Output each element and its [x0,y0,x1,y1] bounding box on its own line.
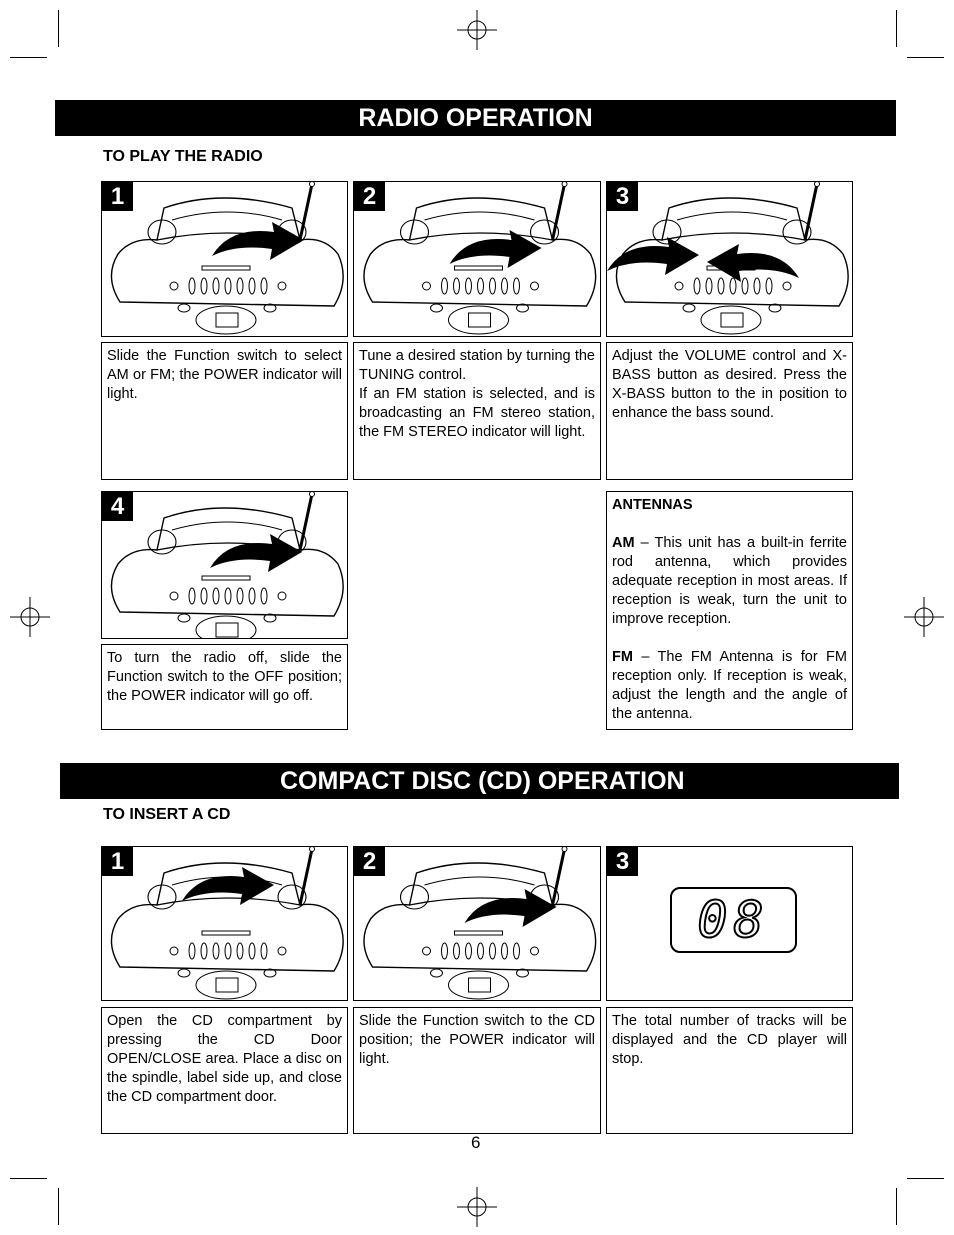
antennas-heading: ANTENNAS [612,497,693,513]
step-number: 4 [102,492,133,521]
registration-mark-left [10,597,50,637]
crop-mark [58,1188,59,1225]
boombox-illustration [354,847,601,1001]
crop-mark [907,57,944,58]
crop-mark [907,1178,944,1179]
boombox-illustration [102,492,348,639]
registration-mark-top [457,10,497,50]
crop-mark [10,57,47,58]
crop-mark [896,10,897,47]
cd-step-3-illustration [606,846,853,1001]
step-number: 2 [354,182,385,211]
cd-step-1-text: Open the CD compartment by pressing the CD Door OPEN/CLOSE area. Place a disc on the spindle, label side up, and close the CD compartment door. [101,1007,348,1134]
boombox-illustration [354,182,601,337]
step-number: 1 [102,182,133,211]
page-number: 6 [471,1133,481,1152]
crop-mark [58,10,59,47]
to-insert-cd-heading: TO INSERT A CD [103,806,231,823]
registration-mark-right [904,597,944,637]
boombox-illustration [102,182,348,337]
radio-operation-banner: RADIO OPERATION [55,100,896,136]
cd-operation-banner: COMPACT DISC (CD) OPERATION [60,763,899,799]
step-number: 1 [102,847,133,876]
track-count-readout: 08 [697,891,770,949]
radio-step-4-text: To turn the radio off, slide the Function switch to the OFF position; the POWER indicator will go off. [101,644,348,730]
radio-step-1-illustration [101,181,348,337]
crop-mark [896,1188,897,1225]
step-number: 3 [607,182,638,211]
radio-step-4-illustration [101,491,348,639]
to-play-radio-heading: TO PLAY THE RADIO [103,148,263,165]
track-count-display [670,887,797,953]
boombox-illustration [607,182,853,337]
radio-step-3-text: Adjust the VOLUME control and X-BASS button as desired. Press the X-BASS button to the in position to enhance the bass sound. [606,342,853,480]
registration-mark-bottom [457,1187,497,1227]
step-number: 3 [607,847,638,876]
fm-antenna-text: FM – The FM Antenna is for FM reception only. If reception is weak, adjust the length and the angle of the antenna. [612,649,847,722]
crop-mark [10,1178,47,1179]
boombox-illustration [102,847,348,1001]
radio-step-2-illustration [353,181,601,337]
step-number: 2 [354,847,385,876]
cd-step-2-text: Slide the Function switch to the CD position; the POWER indicator will light. [353,1007,601,1134]
radio-step-1-text: Slide the Function switch to select AM or FM; the POWER indicator will light. [101,342,348,480]
antennas-info-box [606,491,853,730]
am-antenna-text: AM – This unit has a built-in ferrite rod antenna, which provides adequate reception in most areas. If reception is weak, turn the unit to improve reception. [612,535,847,627]
radio-step-2-text: Tune a desired station by turning the TUNING control. If an FM station is selected, and is broadcasting an FM stereo station, the FM STEREO indicator will light. [353,342,601,480]
cd-step-3-text: The total number of tracks will be displayed and the CD player will stop. [606,1007,853,1134]
radio-step-3-illustration [606,181,853,337]
cd-step-1-illustration [101,846,348,1001]
cd-step-2-illustration [353,846,601,1001]
